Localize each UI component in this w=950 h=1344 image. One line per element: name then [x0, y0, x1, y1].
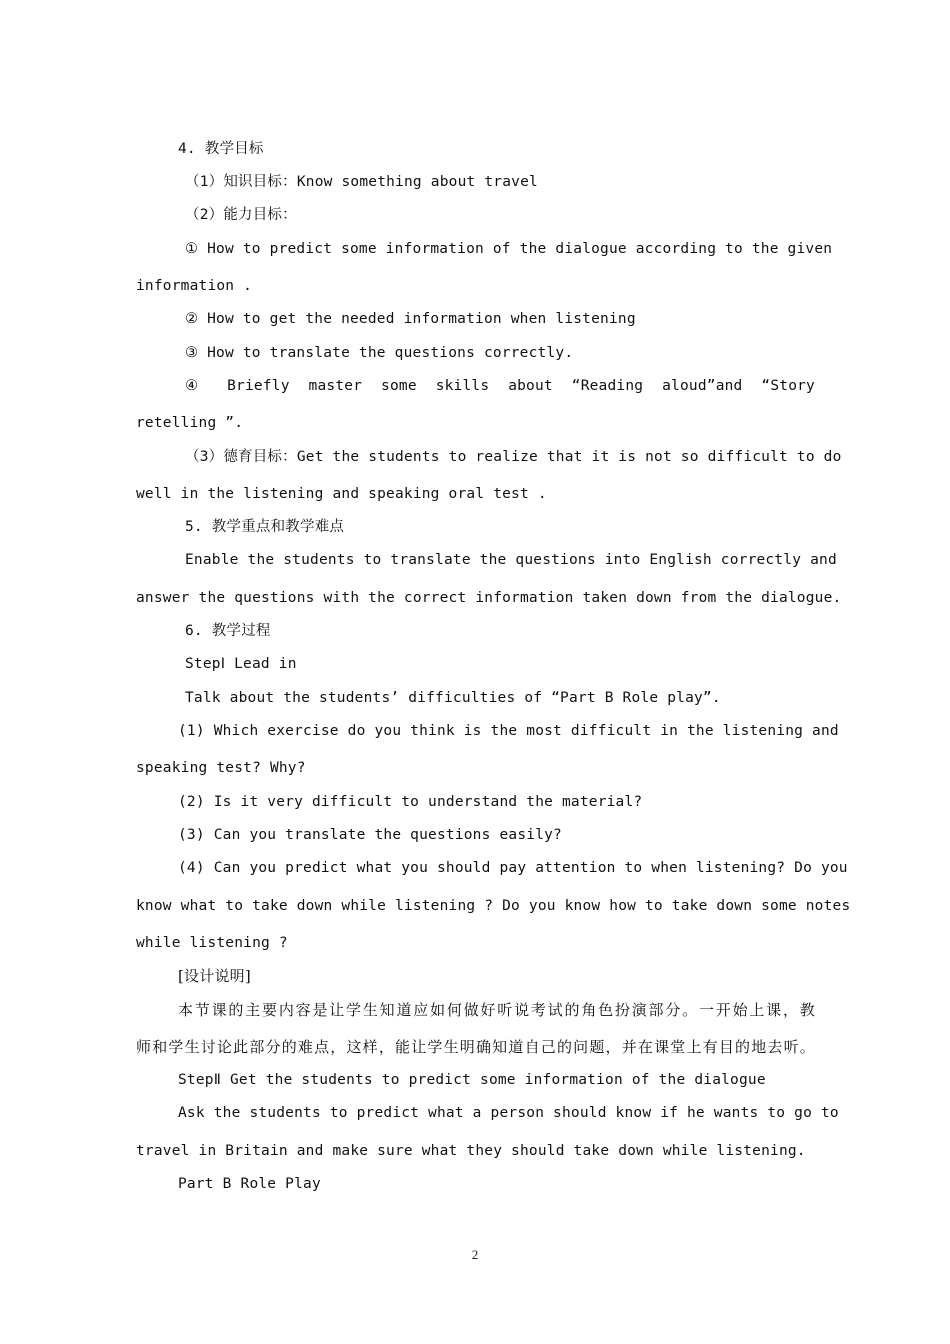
step-1-title: StepⅠ Lead in — [185, 656, 297, 672]
question-3: (3) Can you translate the questions easily? — [178, 827, 562, 843]
heading-teaching-process: 6. 教学过程 — [185, 623, 271, 639]
moral-objective: （3）德育目标：Get the students to realize that it is not so difficult to do — [185, 449, 842, 465]
step-2-title: StepⅡ Get the students to predict some information of the dialogue — [178, 1072, 766, 1088]
step-1-intro: Talk about the students’ difficulties of “Part B Role play”. — [185, 690, 721, 706]
ability-item-3: ③ How to translate the questions correctly. — [185, 345, 574, 361]
question-1: (1) Which exercise do you think is the most difficult in the listening and — [178, 723, 839, 739]
design-note-text-continued: 师和学生讨论此部分的难点，这样，能让学生明确知道自己的问题，并在课堂上有目的地去听。 — [136, 1038, 815, 1056]
question-4-end: while listening ? — [136, 935, 288, 951]
moral-objective-continued: well in the listening and speaking oral test . — [136, 486, 547, 502]
question-1-continued: speaking test? Why? — [136, 760, 306, 776]
key-points-text: Enable the students to translate the questions into English correctly and — [185, 552, 837, 568]
question-2: (2) Is it very difficult to understand the material? — [178, 794, 643, 810]
heading-key-points: 5. 教学重点和教学难点 — [185, 519, 345, 535]
ability-item-4: ④ Briefly master some skills about “Reading aloud”and “Story — [185, 378, 815, 394]
ability-item-2: ② How to get the needed information when listening — [185, 311, 636, 327]
question-4: (4) Can you predict what you should pay attention to when listening? Do you — [178, 860, 848, 876]
question-4-continued: know what to take down while listening ? Do you know how to take down some notes — [136, 898, 851, 914]
ability-item-4-continued: retelling ”. — [136, 415, 244, 431]
page-number: 2 — [471, 1247, 479, 1262]
design-note-text: 本节课的主要内容是让学生知道应如何做好听说考试的角色扮演部分。一开始上课，教 — [178, 1001, 815, 1019]
step-2-text-continued: travel in Britain and make sure what they should take down while listening. — [136, 1143, 806, 1159]
heading-teaching-objectives: 4. 教学目标 — [178, 141, 264, 157]
knowledge-objective: （1）知识目标：Know something about travel — [185, 174, 538, 190]
design-note-label: [设计说明] — [178, 967, 251, 985]
ability-item-1: ① How to predict some information of the dialogue according to the given — [185, 241, 833, 257]
ability-objective-label: （2）能力目标： — [185, 207, 297, 223]
key-points-text-continued: answer the questions with the correct information taken down from the dialogue. — [136, 590, 842, 606]
ability-item-1-continued: information . — [136, 278, 253, 294]
part-b-role-play: Part B Role Play — [178, 1176, 321, 1192]
step-2-text: Ask the students to predict what a person should know if he wants to go to — [178, 1105, 839, 1121]
